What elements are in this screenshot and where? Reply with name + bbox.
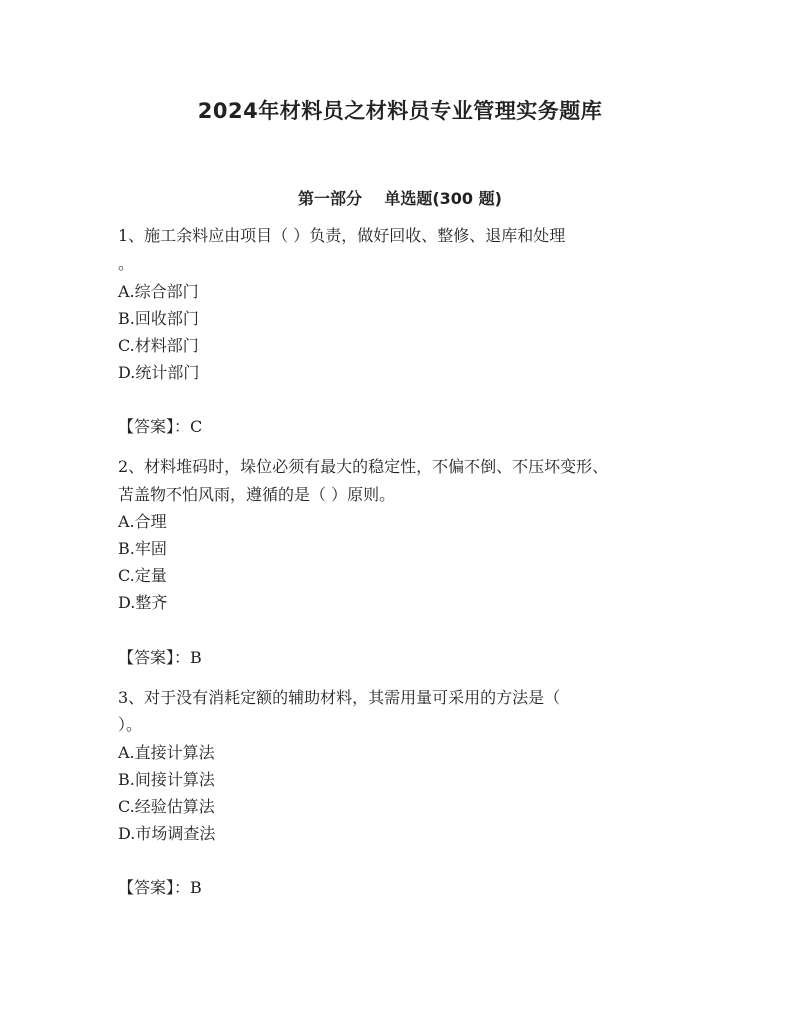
- answer-line: [118, 417, 202, 437]
- option-b: B.间接计算法: [118, 770, 215, 789]
- option-c: C.材料部门: [118, 336, 199, 355]
- section-title: 第一部分 单选题(300 题): [298, 189, 502, 208]
- question-stem-line: 苫盖物不怕风雨，遵循的是（ ）原则。: [118, 485, 396, 504]
- option-b: B.回收部门: [118, 309, 199, 328]
- question-stem-line: 1、施工余料应由项目（ ）负责，做好回收、整修、退库和处理: [118, 226, 566, 245]
- answer-label: 【答案】：: [118, 648, 191, 667]
- option-a: A.直接计算法: [118, 743, 215, 762]
- option-c: C.定量: [118, 566, 167, 585]
- answer-value: C: [190, 417, 203, 436]
- answer-value: B: [190, 878, 202, 897]
- answer-line: [118, 648, 202, 668]
- question-stem-line: 。: [118, 254, 135, 273]
- answer-value: B: [190, 648, 202, 667]
- option-d: D.市场调查法: [118, 824, 216, 843]
- question-stem-line: ）。: [118, 715, 143, 734]
- question-stem-line: 2、材料堆码时，垛位必须有最大的稳定性，不偏不倒、不压坏变形、: [118, 457, 609, 476]
- option-b: B.牢固: [118, 539, 167, 558]
- answer-line: [118, 878, 202, 898]
- question-stem-line: 3、对于没有消耗定额的辅助材料，其需用量可采用的方法是（: [118, 688, 561, 707]
- option-d: D.整齐: [118, 593, 168, 612]
- answer-label: 【答案】：: [118, 417, 191, 436]
- option-c: C.经验估算法: [118, 797, 215, 816]
- document-title: 2024年材料员之材料员专业管理实务题库: [197, 99, 603, 123]
- answer-label: 【答案】：: [118, 878, 191, 897]
- option-a: A.合理: [118, 512, 167, 531]
- option-a: A.综合部门: [118, 282, 199, 301]
- option-d: D.统计部门: [118, 363, 200, 382]
